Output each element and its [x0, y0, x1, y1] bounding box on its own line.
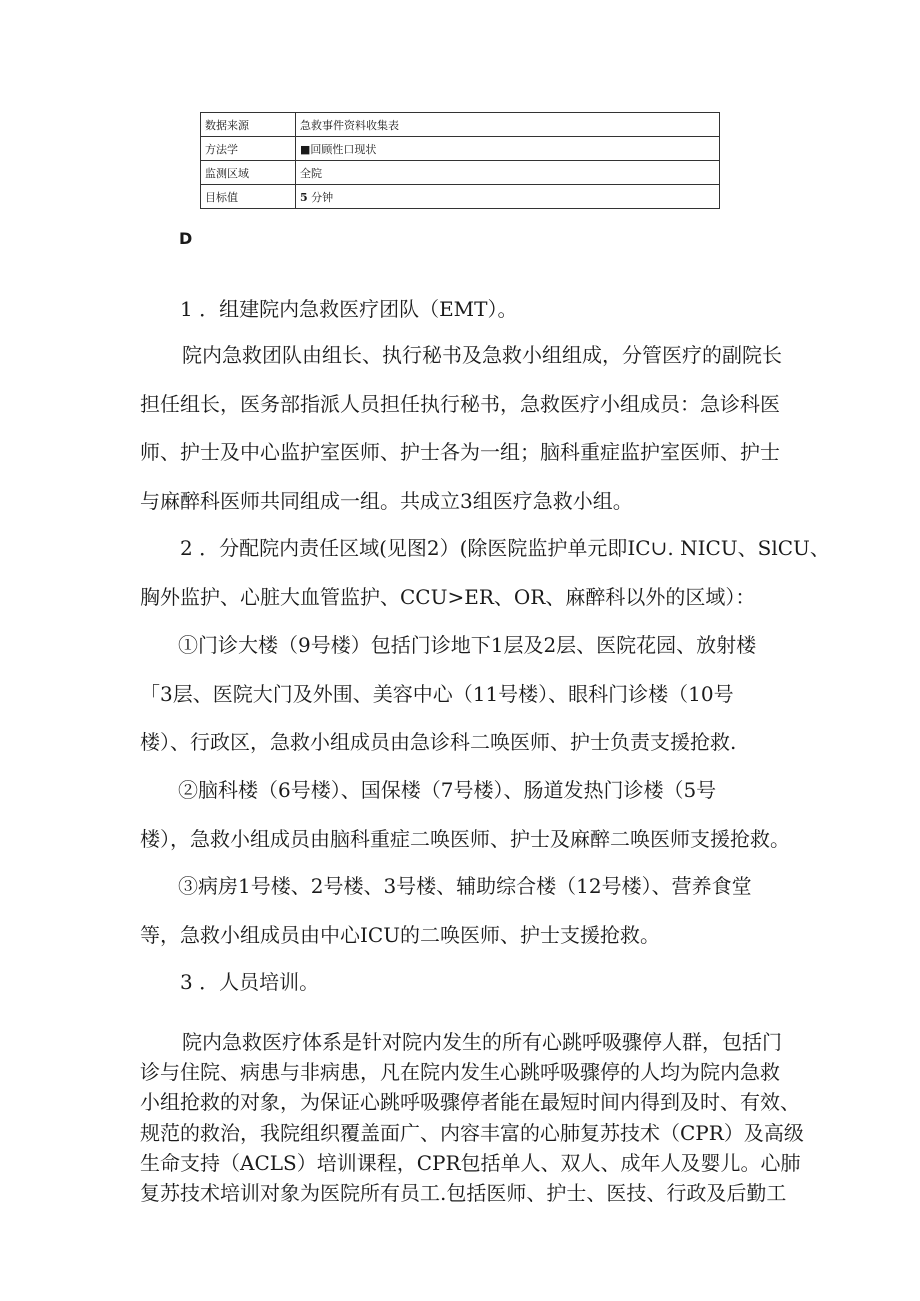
target-number: 5 [300, 190, 308, 204]
table-value-cell [296, 185, 720, 209]
target-unit: 分钟 [311, 190, 334, 204]
table-row [201, 113, 720, 137]
table-row [201, 137, 720, 161]
table-value-cell: ■回顾性口现状 [296, 137, 720, 161]
paragraph-line: ③病房1号楼、2号楼、3号楼、辅助综合楼（12号楼）、营养食堂 [178, 874, 752, 898]
heading-line: 胸外监护、心脏大血管监护、CCU>ER、OR、麻醉科以外的区域）： [140, 584, 756, 609]
paragraph-line: 楼）、行政区，急救小组成员由急诊科二唤医师、护士负责支援抢救. [140, 730, 737, 754]
table-label-cell: 数据来源 [201, 113, 296, 137]
paragraph-line: 院内急救团队由组长、执行秘书及急救小组组成，分管医疗的副院长 [182, 343, 782, 367]
paragraph-line: 师、护士及中心监护室医师、护士各为一组；脑科重症监护室医师、护士 [140, 440, 780, 464]
paragraph-line: 「3层、医院大门及外围、美容中心（11号楼）、眼科门诊楼（10号 [140, 681, 734, 706]
table-label-cell: 目标值 [201, 185, 296, 209]
heading-line: 3 ．人员培训。 [180, 970, 320, 994]
paragraph-line: 诊与住院、病患与非病患，凡在院内发生心跳呼吸骤停的人均为院内急救 [140, 1060, 780, 1085]
table-value-cell: 急救事件资料收集表 [296, 113, 720, 137]
paragraph-line: ①门诊大楼（9号楼）包括门诊地下1层及2层、医院花园、放射楼 [178, 633, 757, 657]
paragraph-line: 小组抢救的对象，为保证心跳呼吸骤停者能在最短时间内得到及时、有效、 [140, 1090, 800, 1115]
paragraph-line: 与麻醉科医师共同组成一组。共成立3组医疗急救小组。 [140, 488, 633, 513]
table-row [201, 161, 720, 185]
table-label-cell: 监测区域 [201, 161, 296, 185]
section-1-heading [180, 285, 518, 334]
table-value-cell: 全院 [296, 161, 720, 185]
paragraph-line: 楼），急救小组成员由脑科重症二唤医师、护士及麻醉二唤医师支援抢救。 [140, 826, 790, 851]
paragraph-line: 担任组长，医务部指派人员担任执行秘书，急救医疗小组成员：急诊科医 [140, 391, 780, 416]
paragraph-line: 复苏技术培训对象为医院所有员工.包括医师、护士、医技、行政及后勤工 [140, 1181, 787, 1206]
table-label-cell: 方法学 [201, 137, 296, 161]
heading-line: 1 ．组建院内急救医疗团队（EMT）。 [180, 297, 518, 321]
heading-line: 2 ．分配院内责任区域(见图2）(除医院监护单元即IC∪. NICU、SlCU、 [180, 536, 830, 560]
paragraph-line: 等，急救小组成员由中心ICU的二唤医师、护士支援抢救。 [140, 922, 661, 947]
section-2-item-1 [140, 621, 756, 767]
section-2-heading [140, 524, 830, 621]
paragraph-line: 生命支持（ACLS）培训课程，CPR包括单人、双人、成年人及婴儿。心肺 [140, 1150, 801, 1175]
paragraph-line: ②脑科楼（6号楼）、国保楼（7号楼）、肠道发热门诊楼（5号 [178, 778, 717, 802]
info-table [200, 112, 720, 209]
section-3-body [140, 1027, 804, 1208]
paragraph-line: 院内急救医疗体系是针对院内发生的所有心跳呼吸骤停人群，包括门 [182, 1030, 782, 1054]
section-marker: D [179, 229, 193, 248]
section-1-body [140, 331, 782, 525]
section-2-item-3 [140, 862, 752, 959]
table-row [201, 185, 720, 209]
section-2-item-2 [140, 766, 790, 863]
paragraph-line: 规范的救治，我院组织覆盖面广、内容丰富的心肺复苏技术（CPR）及高级 [140, 1120, 804, 1145]
section-3-heading [180, 958, 319, 1007]
